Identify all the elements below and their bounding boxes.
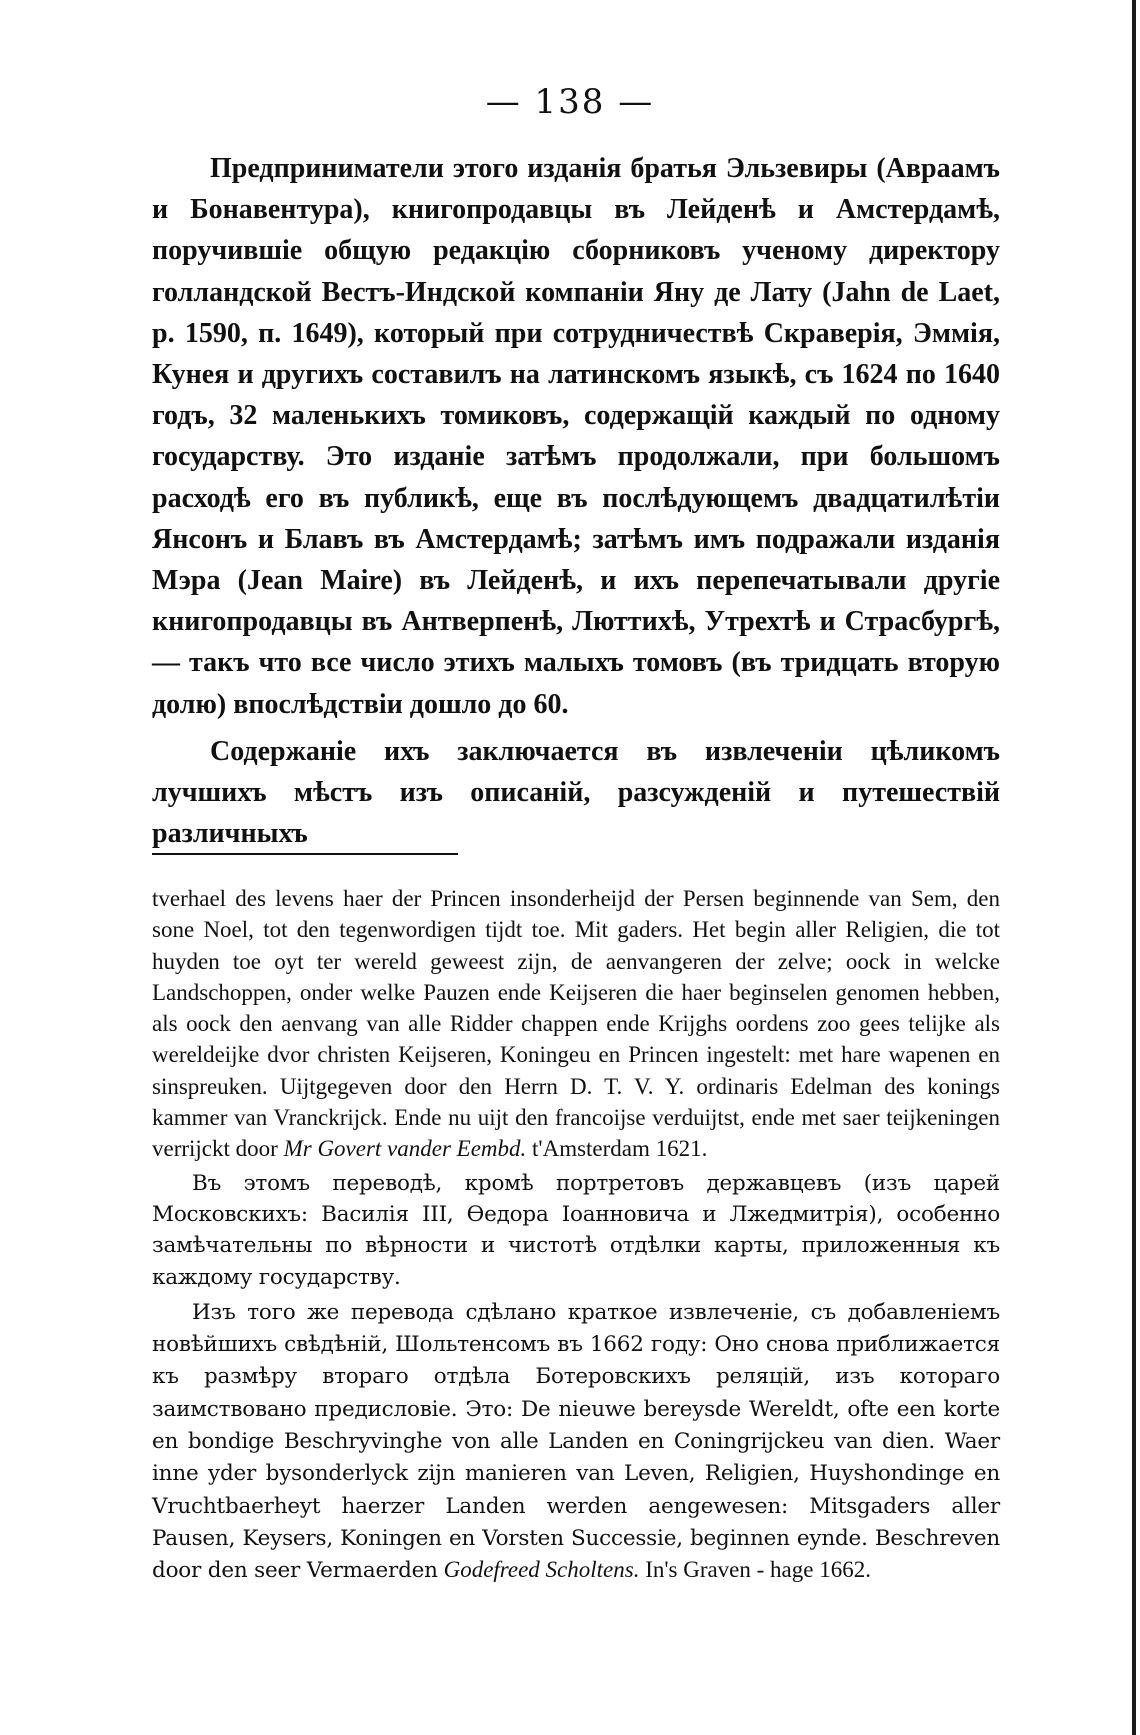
footnote-1-imprint: t'Amsterdam 1621. xyxy=(532,1136,708,1162)
footnote-1-author: Mr Govert vander Eembd. xyxy=(283,1136,527,1162)
footnote-3-imprint: In's Graven - hage 1662. xyxy=(645,1557,871,1583)
body-paragraph-1: Предприниматели этого изданія братья Эльзевиры (Авраамъ и Бонавентура), книгопродавцы въ Лейденѣ и Амстердамѣ, поручившіе общую редакцію сборниковъ ученому директору голландской Вестъ-Индской компаніи Яну де Лату (Jahn de Laet, р. 1590, п. 1649), который при сотрудничествѣ Скраверія, Эммія, Кунея и другихъ составилъ на латинскомъ языкѣ, съ 1624 по 1640 годъ, 32 маленькихъ томиковъ, содержащій каждый по одному государству. Это изданіе затѣмъ продолжали, при большомъ расходѣ его въ публикѣ, еще въ послѣдующемъ двадцатилѣтіи Янсонъ и Блавъ въ Амстердамѣ; затѣмъ имъ подражали изданія Мэра (Jean Maire) въ Лейденѣ, и ихъ перепечатывали другіе книгопродавцы въ Антверпенѣ, Люттихѣ, Утрехтѣ и Страсбургѣ, — такъ что все число этихъ малыхъ томовъ (въ тридцать вторую долю) впослѣдствіи дошло до 60. xyxy=(152,153,1000,720)
footnote-3-text: Изъ того же перевода сдѣлано краткое извлеченіе, съ добавленіемъ новѣйшихъ свѣдѣній, Шольтенсомъ въ 1662 году: Оно снова приближается къ размѣру втораго отдѣла Ботеровскихъ реляцій, изъ котораго заимствовано предисловіе. Это: De nieuwe bereysde Wereldt, ofte een korte en bondige Beschryvinghe von alle Landen en Coningrijckeu van dien. Waer inne yder bysonderlyck zijn manieren van Leven, Religien, Huyshondinge en Vruchtbaerheyt haerzer Landen werden aengewesen: Mitsgaders aller Pausen, Keysers, Koningen en Vorsten Successie, beginnen eynde. Beschreven door den seer Vermaerden xyxy=(152,1299,1000,1584)
footnote-2: Въ этомъ переводѣ, кромѣ портретовъ державцевъ (изъ царей Московскихъ: Василія III, Өедора Іоанновича и Лжедмитрія), особенно замѣчательны по вѣрности и чистотѣ отдѣлки карты, приложенныя къ каждому государству. xyxy=(152,1170,1000,1290)
footnote-3 xyxy=(152,1296,1000,1587)
page-edge-bar xyxy=(1132,0,1136,1735)
page-number: — 138 — xyxy=(485,82,655,122)
main-text xyxy=(152,148,1000,854)
footnote-1-text: tverhael des levens haer der Princen insonderheijd der Persen beginnende van Sem, den sone Noel, tot den tegenwordigen tijdt toe. Mit gaders. Het begin aller Religien, die tot huyden toe oyt ter wereld geweest zijn, de aenvangeren der zelve; oock in welcke Landschoppen, onder welke Pauzen ende Keijseren die haer beginselen genomen hebben, als oock den aenvang van alle Ridder chappen ende Krijghs oordens zoo gees telijke als wereldeijke dvor christen Keijseren, Koningeu en Princen ingestelt: met hare wapenen en sinspreuken. Uijtgegeven door den Herrn D. T. V. Y. ordinaris Edelman des konings kammer van Vranckrijck. Ende nu uijt den francoijse verduijtst, ende met saer teijkeningen verrijckt door xyxy=(152,886,1000,1162)
body-paragraph-2: Содержаніе ихъ заключается въ извлеченіи цѣликомъ лучшихъ мѣстъ изъ описаній, разсужденій и путешествій различныхъ xyxy=(152,735,1000,850)
footnotes xyxy=(152,883,1000,1587)
footnote-rule xyxy=(152,853,458,855)
footnote-1 xyxy=(152,883,1000,1165)
footnote-3-author: Godefreed Scholtens. xyxy=(443,1557,640,1583)
